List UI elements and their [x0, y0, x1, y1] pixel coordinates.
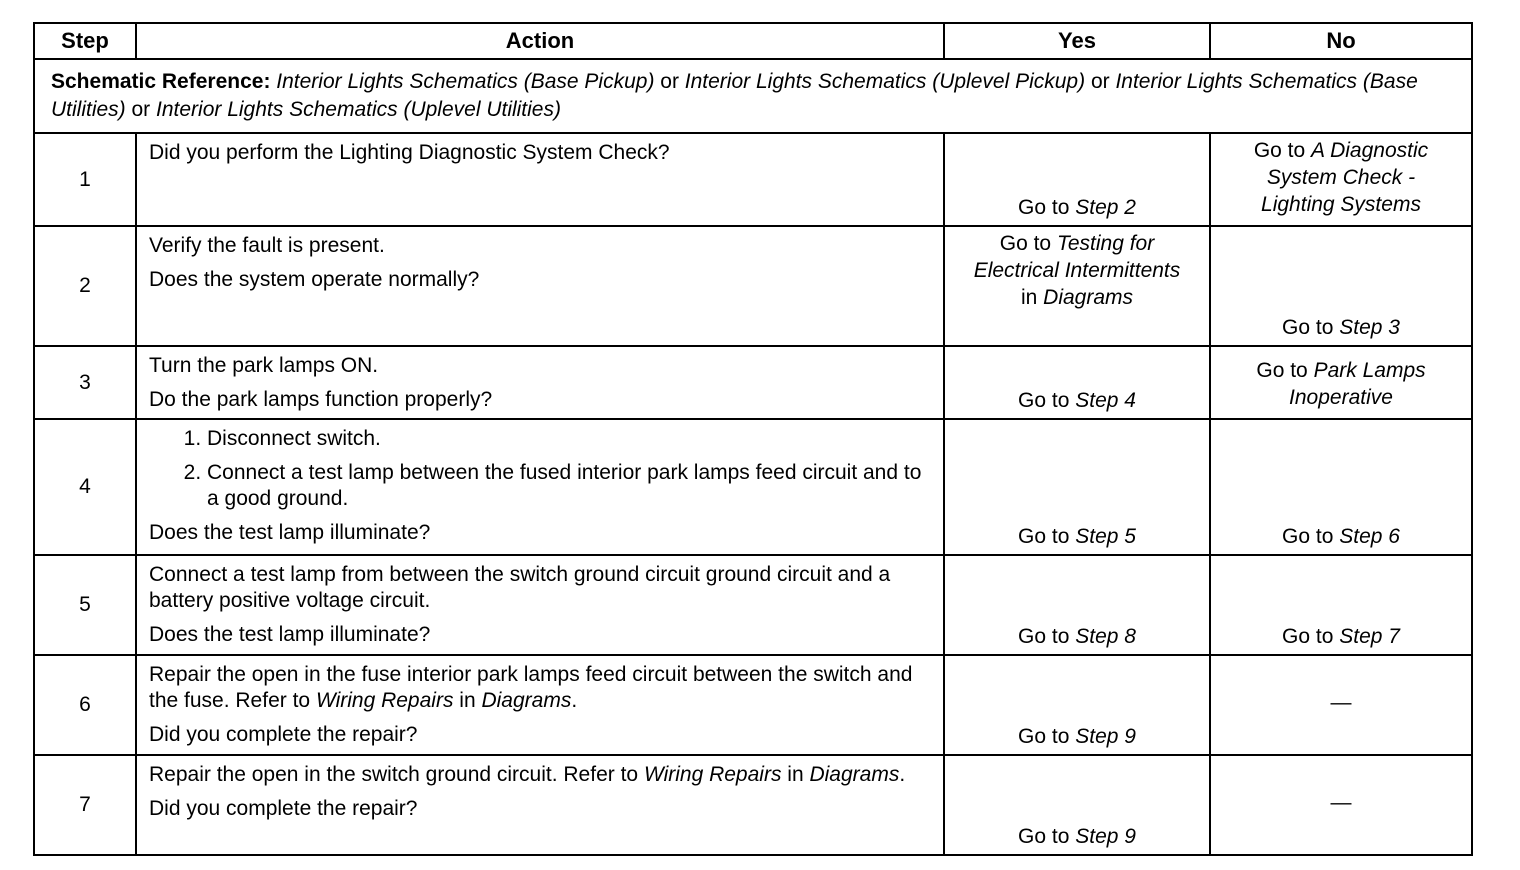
reference-link[interactable]: Interior Lights Schematics (Base Utilities): [51, 70, 1418, 121]
yes-cell: [944, 555, 1210, 655]
action-question: Does the system operate normally?: [149, 268, 480, 291]
step-number: 5: [34, 555, 136, 655]
table-row: [34, 226, 1472, 346]
yes-link[interactable]: Step 9: [1075, 825, 1136, 848]
no-cell: [1210, 755, 1472, 855]
goto-label: Go to: [1282, 625, 1340, 648]
no-cell: [1210, 226, 1472, 346]
action-cell: [136, 555, 944, 655]
reference-or: or: [654, 70, 685, 93]
table-row: [34, 755, 1472, 855]
yes-link[interactable]: Step 9: [1075, 725, 1136, 748]
instruction-text: Repair the open in the switch ground circuit. Refer to: [149, 763, 644, 786]
no-link[interactable]: Step 7: [1339, 625, 1400, 648]
goto-label: Go to: [1018, 725, 1076, 748]
action-question: Does the test lamp illuminate?: [149, 521, 431, 544]
in-label: in: [1020, 286, 1044, 309]
yes-link[interactable]: Step 8: [1075, 625, 1136, 648]
action-question: Did you perform the Lighting Diagnostic System Check?: [149, 141, 670, 164]
goto-label: Go to: [999, 232, 1057, 255]
goto-label: Go to: [1018, 389, 1076, 412]
step-number: 4: [34, 419, 136, 555]
reference-link[interactable]: Interior Lights Schematics (Uplevel Utilities): [156, 98, 561, 121]
yes-link[interactable]: Step 2: [1075, 196, 1136, 219]
no-link[interactable]: Park Lamps Inoperative: [1289, 359, 1426, 409]
action-instruction: Turn the park lamps ON.: [149, 354, 379, 377]
list-item: 1. Disconnect switch.: [207, 426, 931, 452]
yes-cell: [944, 419, 1210, 555]
step-number: 1: [34, 133, 136, 226]
yes-link[interactable]: Step 4: [1075, 389, 1136, 412]
goto-label: Go to: [1018, 196, 1076, 219]
reference-label: Schematic Reference:: [51, 70, 271, 93]
step-number: 2: [34, 226, 136, 346]
yes-cell: [944, 655, 1210, 755]
action-cell: [136, 755, 944, 855]
reference-link[interactable]: Interior Lights Schematics (Uplevel Pickup): [684, 70, 1086, 93]
header-no: No: [1210, 23, 1472, 59]
action-cell: [136, 346, 944, 419]
diagrams-link[interactable]: Diagrams: [809, 763, 900, 786]
header-step: Step: [34, 23, 136, 59]
instruction-text: .: [899, 763, 906, 786]
goto-label: Go to: [1018, 825, 1076, 848]
yes-link[interactable]: Testing for Electrical Intermittents: [973, 232, 1181, 282]
action-instruction: [149, 662, 931, 714]
goto-label: Go to: [1256, 359, 1314, 382]
yes-cell: [944, 226, 1210, 346]
no-cell: [1210, 419, 1472, 555]
action-question: Did you complete the repair?: [149, 797, 418, 820]
goto-label: Go to: [1282, 525, 1340, 548]
action-cell: [136, 655, 944, 755]
header-action: Action: [136, 23, 944, 59]
action-instruction: [149, 762, 931, 788]
action-question: Does the test lamp illuminate?: [149, 623, 431, 646]
header-yes: Yes: [944, 23, 1210, 59]
action-cell: [136, 133, 944, 226]
action-instruction: Verify the fault is present.: [149, 234, 385, 257]
yes-link[interactable]: Step 5: [1075, 525, 1136, 548]
table-row: [34, 133, 1472, 226]
action-cell: [136, 226, 944, 346]
yes-cell: [944, 346, 1210, 419]
diagnostic-table: [33, 22, 1473, 856]
no-dash: —: [1330, 690, 1352, 714]
no-cell: [1210, 346, 1472, 419]
no-link[interactable]: A Diagnostic System Check - Lighting Systems: [1261, 139, 1429, 216]
goto-label: Go to: [1253, 139, 1312, 162]
reference-or: or: [125, 98, 157, 121]
header-row: [34, 23, 1472, 59]
instruction-text: in: [453, 689, 482, 712]
no-dash: —: [1330, 790, 1352, 814]
action-steps-list: [149, 426, 931, 512]
reference-or: or: [1085, 70, 1116, 93]
no-cell: [1210, 655, 1472, 755]
goto-label: Go to: [1282, 316, 1340, 339]
schematic-reference: [34, 59, 1472, 133]
yes-ref[interactable]: Diagrams: [1043, 286, 1134, 309]
reference-link[interactable]: Interior Lights Schematics (Base Pickup): [276, 70, 655, 93]
table-row: [34, 419, 1472, 555]
goto-label: Go to: [1018, 625, 1076, 648]
instruction-text: Repair the open in the fuse interior park lamps feed circuit between the switch and the fuse. Refer to: [149, 663, 913, 712]
instruction-text: in: [781, 763, 810, 786]
diagrams-link[interactable]: Diagrams: [481, 689, 572, 712]
no-link[interactable]: Step 3: [1339, 316, 1400, 339]
table-row: [34, 346, 1472, 419]
yes-cell: [944, 755, 1210, 855]
goto-label: Go to: [1018, 525, 1076, 548]
no-cell: [1210, 555, 1472, 655]
action-instruction: Connect a test lamp from between the switch ground circuit ground circuit and a battery positive voltage circuit.: [149, 563, 891, 612]
action-question: Did you complete the repair?: [149, 723, 418, 746]
table-row: [34, 655, 1472, 755]
step-number: 6: [34, 655, 136, 755]
schematic-reference-row: [34, 59, 1472, 133]
no-cell: [1210, 133, 1472, 226]
list-item: 2. Connect a test lamp between the fused interior park lamps feed circuit and to a good ground.: [207, 460, 931, 512]
no-link[interactable]: Step 6: [1339, 525, 1400, 548]
instruction-text: .: [571, 689, 578, 712]
step-number: 3: [34, 346, 136, 419]
yes-cell: [944, 133, 1210, 226]
wiring-repairs-link[interactable]: Wiring Repairs: [315, 689, 454, 712]
action-cell: [136, 419, 944, 555]
wiring-repairs-link[interactable]: Wiring Repairs: [643, 763, 782, 786]
step-number: 7: [34, 755, 136, 855]
action-question: Do the park lamps function properly?: [149, 388, 493, 411]
table-row: [34, 555, 1472, 655]
